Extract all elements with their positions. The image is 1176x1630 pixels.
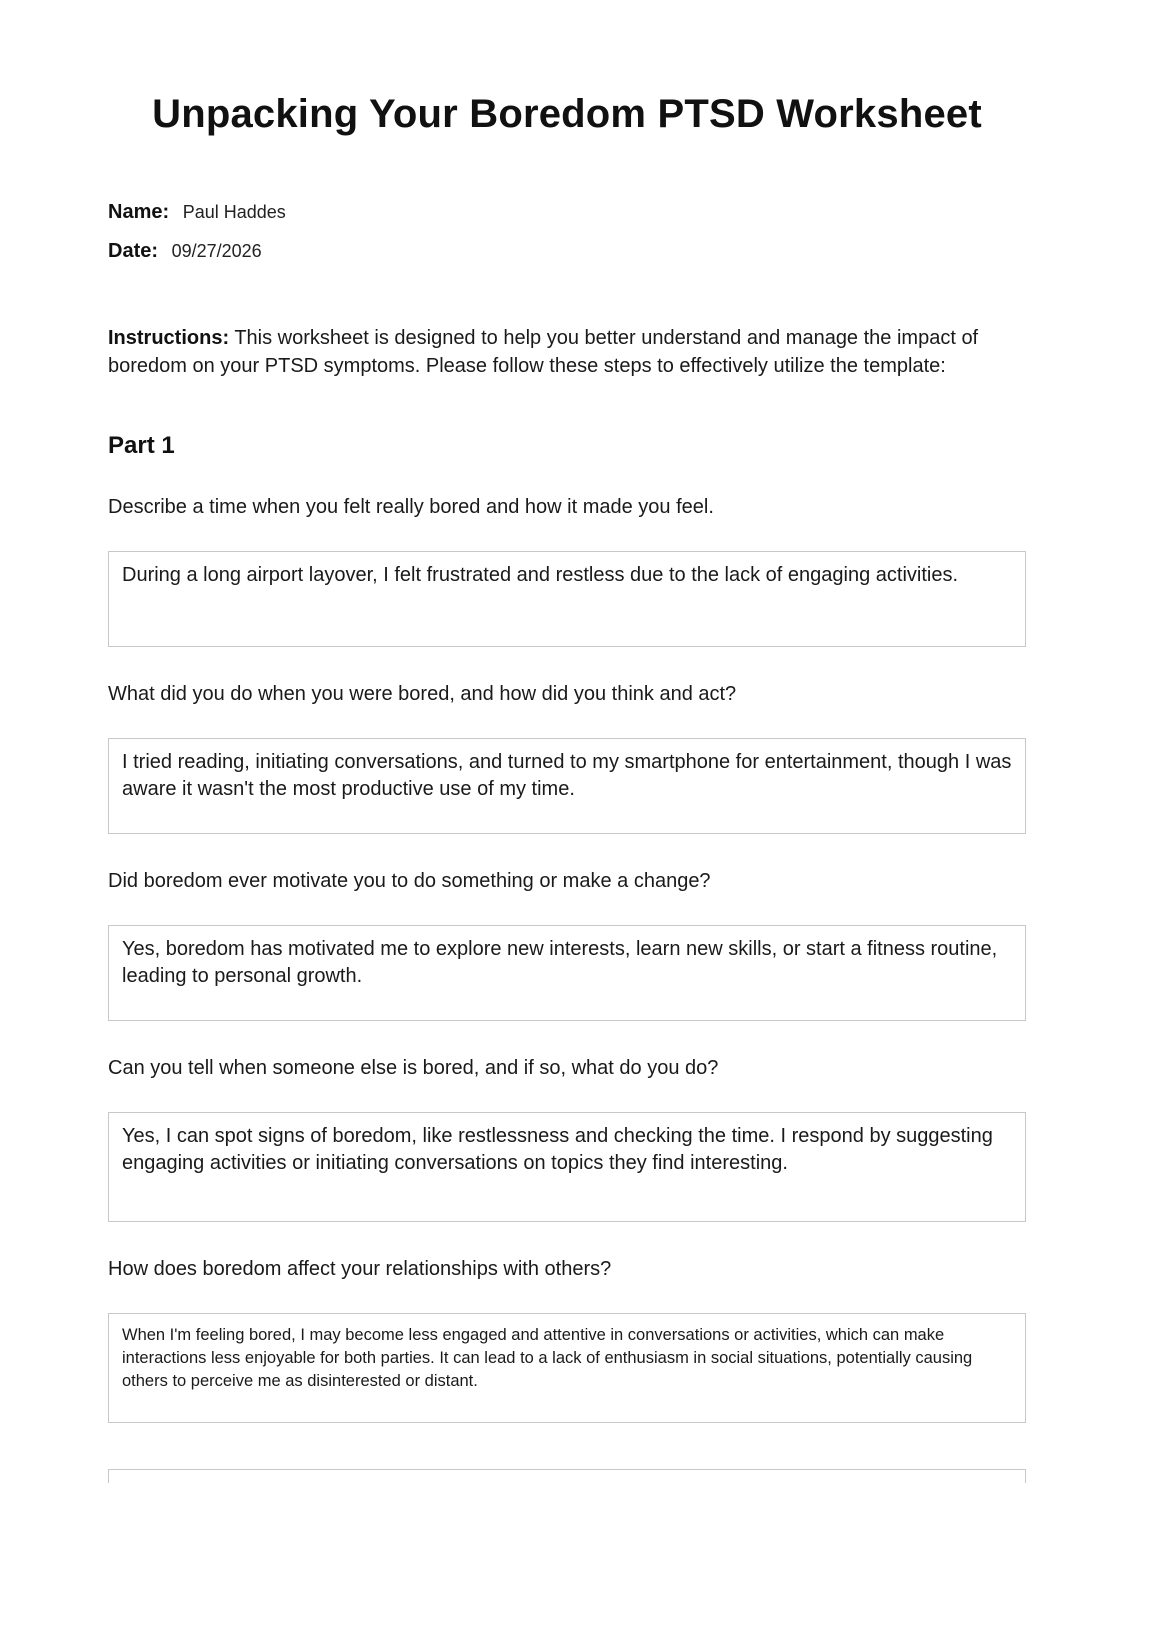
name-label: Name:	[108, 201, 170, 223]
question-3-answer-box[interactable]	[108, 925, 1026, 1021]
question-3-prompt: Did boredom ever motivate you to do something or make a change?	[108, 870, 711, 893]
date-label: Date:	[108, 240, 159, 262]
question-2-answer-box[interactable]	[108, 738, 1026, 834]
question-2-prompt: What did you do when you were bored, and how did you think and act?	[108, 683, 737, 706]
question-block-2	[108, 681, 1026, 834]
question-5-prompt: How does boredom affect your relationships with others?	[108, 1258, 612, 1281]
date-line	[108, 240, 1026, 263]
next-answer-box-partial[interactable]	[108, 1469, 1026, 1483]
name-value[interactable]: Paul Haddes	[182, 202, 286, 222]
question-4-answer-box[interactable]	[108, 1112, 1026, 1222]
instructions-text: This worksheet is designed to help you better understand and manage the impact of boredom on your PTSD symptoms. Please follow these steps to effectively utilize the template:	[108, 327, 979, 377]
question-block-5	[108, 1256, 1026, 1423]
part1-heading: Part 1	[108, 432, 175, 460]
name-line	[108, 201, 1026, 224]
date-value[interactable]: 09/27/2026	[171, 241, 262, 261]
question-5-answer-text: When I'm feeling bored, I may become less engaged and attentive in conversations or activities, which can make interactions less enjoyable for both parties. It can lead to a lack of enthusiasm in social situations, potentially causing others to perceive me as disinterested or distant.	[122, 1326, 973, 1390]
question-4-prompt: Can you tell when someone else is bored, and if so, what do you do?	[108, 1057, 719, 1080]
instructions-paragraph	[108, 325, 1026, 380]
instructions-label: Instructions:	[108, 327, 230, 349]
question-1-answer-box[interactable]	[108, 551, 1026, 647]
question-1-answer-text: During a long airport layover, I felt frustrated and restless due to the lack of engaging activities.	[122, 564, 959, 587]
page-title: Unpacking Your Boredom PTSD Worksheet	[152, 92, 982, 136]
question-block-3	[108, 868, 1026, 1021]
question-3-answer-text: Yes, boredom has motivated me to explore new interests, learn new skills, or start a fitness routine, leading to personal growth.	[122, 938, 998, 987]
question-1-prompt: Describe a time when you felt really bored and how it made you feel.	[108, 496, 714, 519]
question-block-1	[108, 494, 1026, 647]
question-5-answer-box[interactable]	[108, 1313, 1026, 1423]
question-block-4	[108, 1055, 1026, 1222]
question-2-answer-text: I tried reading, initiating conversations, and turned to my smartphone for entertainment, though I was aware it wasn't the most productive use of my time.	[122, 751, 1012, 800]
question-4-answer-text: Yes, I can spot signs of boredom, like restlessness and checking the time. I respond by suggesting engaging activities or initiating conversations on topics they find interesting.	[122, 1125, 993, 1174]
